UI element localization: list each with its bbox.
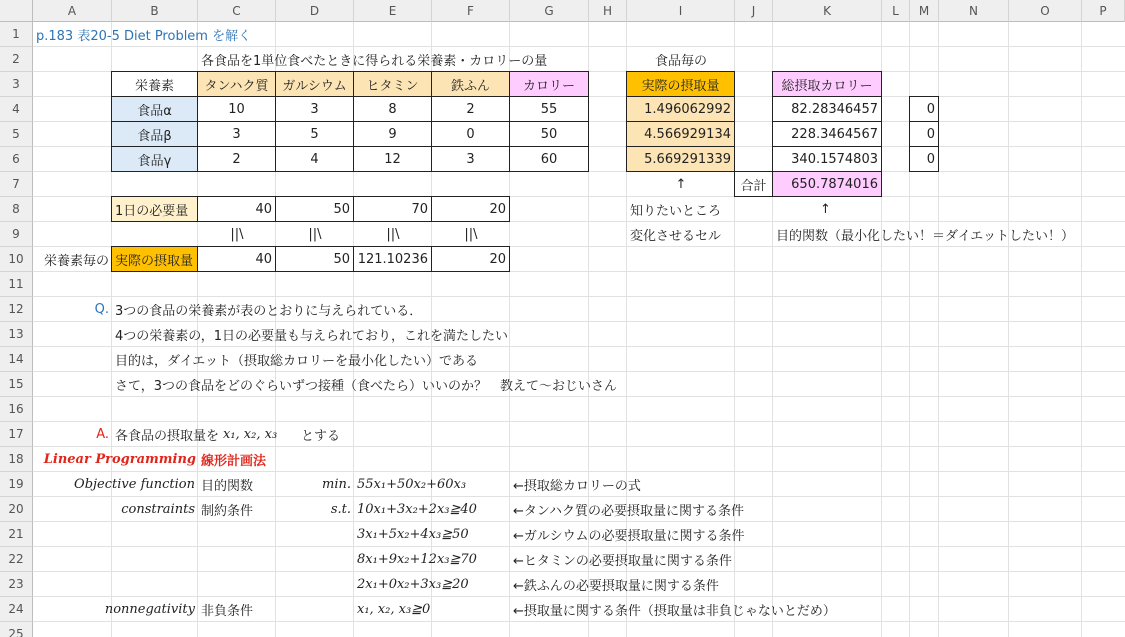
cell-E10[interactable]: 121.10236 — [353, 246, 432, 272]
cell-K5[interactable]: 228.3464567 — [772, 121, 882, 147]
column-header-N[interactable]: N — [939, 0, 1009, 22]
column-header-K[interactable]: K — [773, 0, 882, 22]
column-header-P[interactable]: P — [1082, 0, 1125, 22]
select-all-corner[interactable] — [0, 0, 33, 22]
cell-I5[interactable]: 4.566929134 — [626, 121, 735, 147]
column-header-M[interactable]: M — [910, 0, 939, 22]
cell-E9[interactable]: ||\ — [386, 227, 400, 242]
constraint-4[interactable]: 2x₁+0x₂+3x₃≧20 — [357, 577, 469, 592]
cell-M4[interactable]: 0 — [909, 96, 939, 122]
row-header-4[interactable]: 4 — [0, 97, 33, 122]
cell-I6[interactable]: 5.669291339 — [626, 146, 735, 172]
answer-variables[interactable]: x₁, x₂, x₃ — [223, 427, 278, 442]
cell-D4[interactable]: 3 — [275, 96, 354, 122]
cell-D9[interactable]: ||\ — [308, 227, 322, 242]
cell-B8[interactable]: 1日の必要量 — [111, 196, 198, 222]
row-header-10[interactable]: 10 — [0, 247, 33, 272]
row-header-17[interactable]: 17 — [0, 422, 33, 447]
row-header-5[interactable]: 5 — [0, 122, 33, 147]
cell-G5[interactable]: 50 — [509, 121, 589, 147]
question-line-2[interactable]: 4つの栄養素の，1日の必要量も与えられており，これを満たしたい — [115, 329, 509, 344]
cell-M5[interactable]: 0 — [909, 121, 939, 147]
cell-C9[interactable]: ||\ — [230, 227, 244, 242]
column-header-E[interactable]: E — [354, 0, 432, 22]
cell-F9[interactable]: ||\ — [464, 227, 478, 242]
question-line-3[interactable]: 目的は，ダイエット（摂取総カロリーを最小化したい）である — [115, 354, 478, 369]
constraint-3[interactable]: 8x₁+9x₂+12x₃≧70 — [357, 552, 477, 567]
row-header-14[interactable]: 14 — [0, 347, 33, 372]
cell-D10[interactable]: 50 — [275, 246, 354, 272]
row-header-18[interactable]: 18 — [0, 447, 33, 472]
cell-G4[interactable]: 55 — [509, 96, 589, 122]
column-header-I[interactable]: I — [627, 0, 735, 22]
row-header-16[interactable]: 16 — [0, 397, 33, 422]
row-header-12[interactable]: 12 — [0, 297, 33, 322]
answer-label[interactable]: A. — [96, 427, 109, 442]
lp-english[interactable]: Linear Programming — [43, 452, 196, 467]
cell-I8[interactable]: 知りたいところ — [630, 204, 722, 219]
question-line-1[interactable]: 3つの食品の栄養素が表のとおりに与えられている． — [115, 304, 423, 319]
cell-B10[interactable]: 実際の摂取量 — [111, 246, 198, 272]
cell-G19[interactable]: ←摂取総カロリーの式 — [513, 479, 641, 494]
column-header-C[interactable]: C — [198, 0, 276, 22]
constraint-2[interactable]: 3x₁+5x₂+4x₃≧50 — [357, 527, 469, 542]
cell-D19[interactable]: min. — [322, 477, 351, 492]
row-header-6[interactable]: 6 — [0, 147, 33, 172]
column-header-F[interactable]: F — [432, 0, 510, 22]
cell-I4[interactable]: 1.496062992 — [626, 96, 735, 122]
cell-C2[interactable]: 各食品を1単位食べたときに得られる栄養素・カロリーの量 — [201, 54, 548, 69]
lp-japanese[interactable]: 線形計画法 — [201, 454, 267, 469]
cell-title[interactable]: p.183 表20-5 Diet Problem を解く — [36, 29, 252, 44]
question-line-4[interactable]: さて，3つの食品をどのぐらいずつ接種（食べたら）いいのか？ 教えて〜おじいさん — [115, 379, 618, 394]
cell-D8[interactable]: 50 — [275, 196, 354, 222]
cell-F5[interactable]: 0 — [431, 121, 510, 147]
row-header-2[interactable]: 2 — [0, 47, 33, 72]
cell-F10[interactable]: 20 — [431, 246, 510, 272]
cell-actual-intake-header[interactable]: 実際の摂取量 — [626, 71, 735, 97]
cell-D6[interactable]: 4 — [275, 146, 354, 172]
cell-G23[interactable]: ←鉄ふんの必要摂取量に関する条件 — [513, 579, 719, 594]
cell-E5[interactable]: 9 — [353, 121, 432, 147]
column-header-H[interactable]: H — [589, 0, 627, 22]
row-header-3[interactable]: 3 — [0, 72, 33, 97]
cell-F6[interactable]: 3 — [431, 146, 510, 172]
cell-J7[interactable]: 合計 — [734, 171, 773, 197]
row-header-21[interactable]: 21 — [0, 522, 33, 547]
gridline-vertical — [1081, 22, 1082, 637]
column-header-L[interactable]: L — [882, 0, 910, 22]
column-header-O[interactable]: O — [1009, 0, 1082, 22]
cell-G24[interactable]: ←摂取量に関する条件（摂取量は非負じゃないとだめ） — [513, 604, 836, 619]
row-header-11[interactable]: 11 — [0, 272, 33, 297]
cell-G22[interactable]: ←ヒタミンの必要摂取量に関する条件 — [513, 554, 732, 569]
cell-G6[interactable]: 60 — [509, 146, 589, 172]
cell-M6[interactable]: 0 — [909, 146, 939, 172]
answer-text[interactable]: 各食品の摂取量を — [115, 429, 220, 444]
column-header-J[interactable]: J — [735, 0, 773, 22]
cell-B5[interactable]: 食品β — [111, 121, 198, 147]
cell-F4[interactable]: 2 — [431, 96, 510, 122]
cell-K6[interactable]: 340.1574803 — [772, 146, 882, 172]
cell-G21[interactable]: ←ガルシウムの必要摂取量に関する条件 — [513, 529, 745, 544]
cell-F8[interactable]: 20 — [431, 196, 510, 222]
row-header-19[interactable]: 19 — [0, 472, 33, 497]
cell-C6[interactable]: 2 — [197, 146, 276, 172]
row-header-24[interactable]: 24 — [0, 597, 33, 622]
constraint-1[interactable]: 10x₁+3x₂+2x₃≧40 — [357, 502, 477, 517]
row-header-13[interactable]: 13 — [0, 322, 33, 347]
nonnegativity-expression[interactable]: x₁, x₂, x₃≧0 — [357, 602, 431, 617]
cell-D3[interactable]: ガルシウム — [275, 71, 354, 97]
row-header-25[interactable]: 25 — [0, 622, 33, 637]
row-header-1[interactable]: 1 — [0, 22, 33, 47]
gridline-vertical — [1008, 22, 1009, 637]
cell-G20[interactable]: ←タンハク質の必要摂取量に関する条件 — [513, 504, 744, 519]
column-header-D[interactable]: D — [276, 0, 354, 22]
row-header-23[interactable]: 23 — [0, 572, 33, 597]
cell-C24[interactable]: 非負条件 — [201, 604, 254, 619]
cell-total-calorie-header[interactable]: 総摂取カロリー — [772, 71, 882, 97]
row-header-7[interactable]: 7 — [0, 172, 33, 197]
question-label[interactable]: Q. — [94, 302, 109, 317]
cell-C4[interactable]: 10 — [197, 96, 276, 122]
cell-C5[interactable]: 3 — [197, 121, 276, 147]
cell-nonnegativity-en[interactable]: nonnegativity — [104, 602, 195, 617]
cell-F3[interactable]: 鉄ふん — [431, 71, 510, 97]
objective-expression[interactable]: 55x₁+50x₂+60x₃ — [357, 477, 467, 492]
cell-C3[interactable]: タンハク質 — [197, 71, 276, 97]
cell-I7[interactable]: ↑ — [675, 177, 687, 192]
cell-K8[interactable]: ↑ — [820, 202, 831, 217]
cell-B6[interactable]: 食品γ — [111, 146, 198, 172]
cell-K4[interactable]: 82.28346457 — [772, 96, 882, 122]
cell-constraints-en[interactable]: constraints — [121, 502, 195, 517]
cell-B4[interactable]: 食品α — [111, 96, 198, 122]
cell-E4[interactable]: 8 — [353, 96, 432, 122]
cell-I9[interactable]: 変化させるセル — [630, 229, 722, 244]
cell-C20[interactable]: 制約条件 — [201, 504, 254, 519]
answer-text-end[interactable]: とする — [301, 429, 341, 444]
row-header-9[interactable]: 9 — [0, 222, 33, 247]
cell-E3[interactable]: ヒタミン — [353, 71, 432, 97]
cell-K9[interactable]: 目的関数（最小化したい！＝ダイエットしたい！） — [776, 229, 1074, 244]
cell-E6[interactable]: 12 — [353, 146, 432, 172]
cell-C10[interactable]: 40 — [197, 246, 276, 272]
cell-A10[interactable]: 栄養素毎の — [43, 254, 109, 269]
column-header-B[interactable]: B — [112, 0, 198, 22]
cell-C19[interactable]: 目的関数 — [201, 479, 254, 494]
cell-B3[interactable]: 栄養素 — [111, 71, 198, 97]
row-header-22[interactable]: 22 — [0, 547, 33, 572]
cell-G3[interactable]: カロリー — [509, 71, 589, 97]
cell-C8[interactable]: 40 — [197, 196, 276, 222]
cell-total-sum[interactable]: 650.7874016 — [772, 171, 882, 197]
row-header-20[interactable]: 20 — [0, 497, 33, 522]
cell-E8[interactable]: 70 — [353, 196, 432, 222]
cell-I2[interactable]: 食品毎の — [654, 54, 707, 69]
cell-D5[interactable]: 5 — [275, 121, 354, 147]
cell-objective-en[interactable]: Objective function — [74, 477, 195, 492]
column-header-G[interactable]: G — [510, 0, 589, 22]
cell-D20[interactable]: s.t. — [330, 502, 351, 517]
row-header-8[interactable]: 8 — [0, 197, 33, 222]
column-header-A[interactable]: A — [33, 0, 112, 22]
row-header-15[interactable]: 15 — [0, 372, 33, 397]
